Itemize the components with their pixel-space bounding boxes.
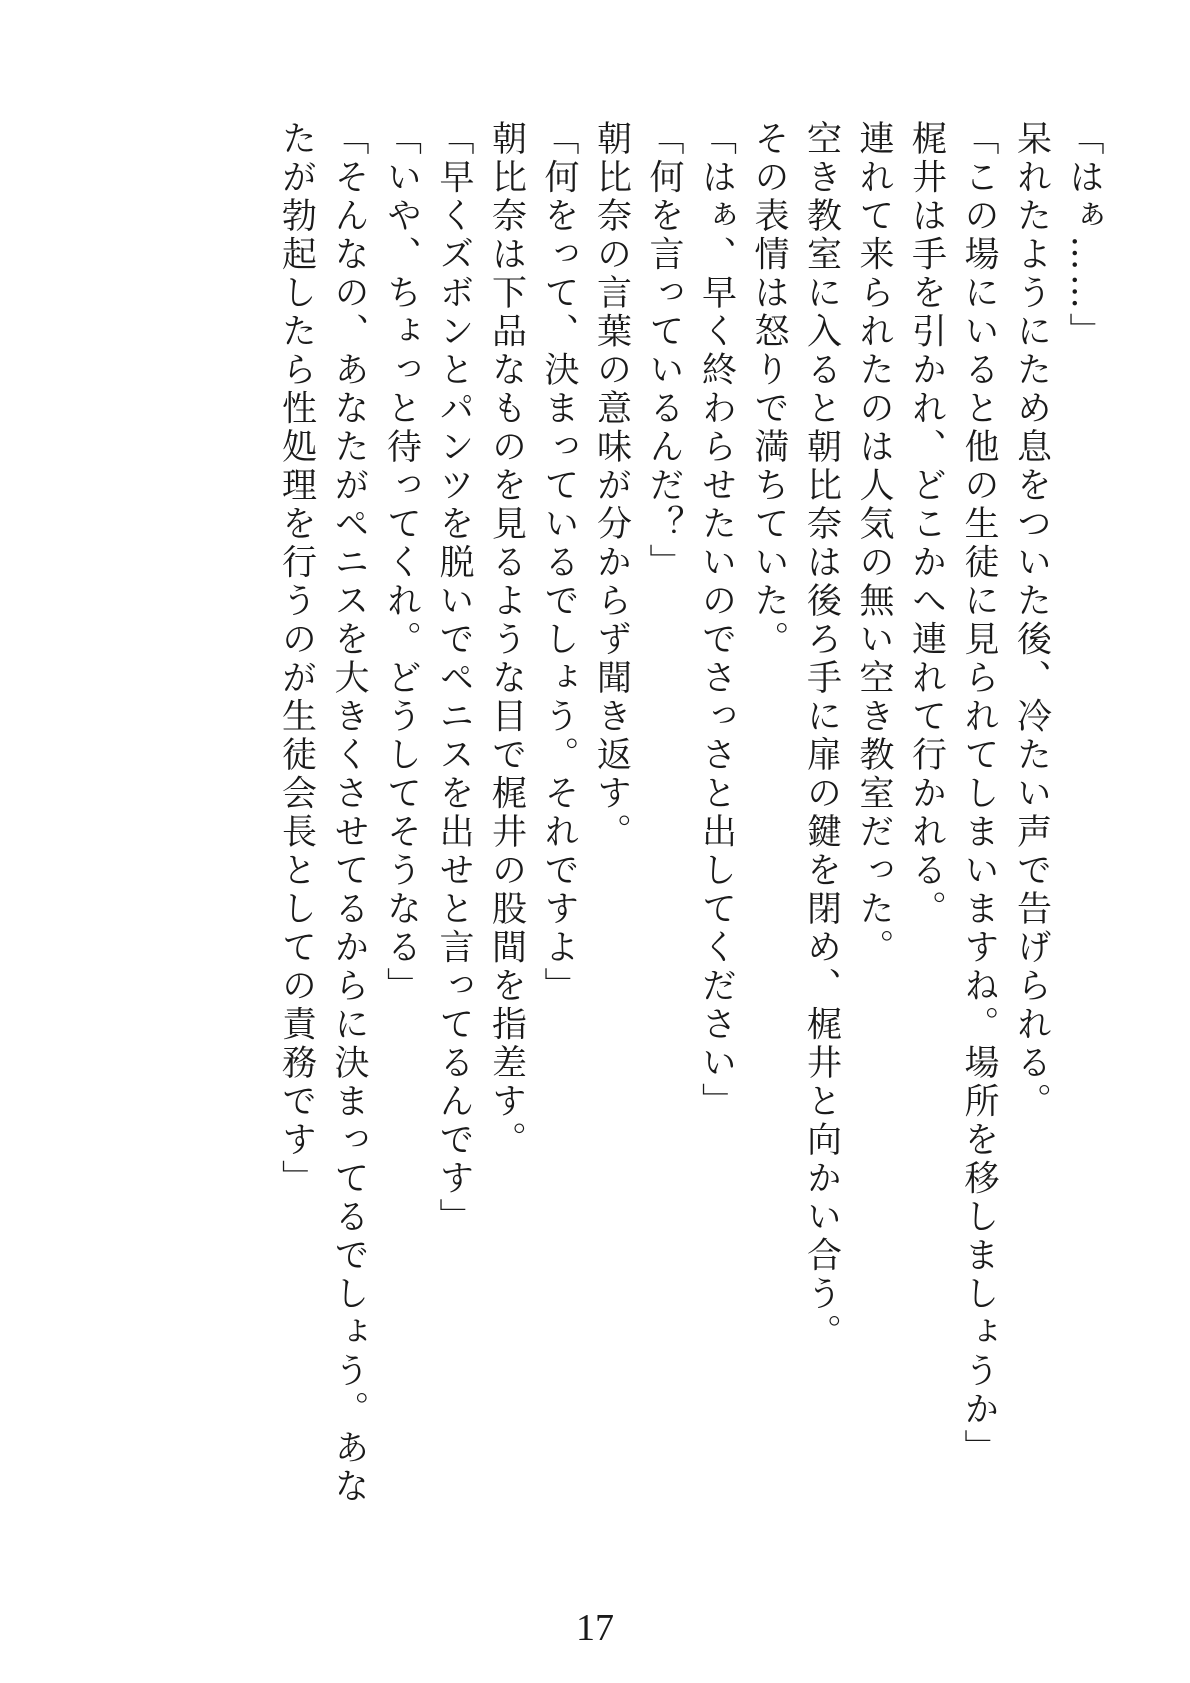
text-line-6: 空き教室に入ると朝比奈は後ろ手に扉の鍵を閉め、梶井と向かい合う。	[801, 120, 842, 1352]
text-line-15: 「そんなの、あなたがペニスを大きくさせてるからに決まってるでしょう。あな	[329, 120, 369, 1506]
text-line-2: 呆れたようにため息をついた後、冷たい声で告げられる。	[1011, 120, 1052, 1121]
text-line-3: 「この場にいると他の生徒に見られてしまいますね。場所を移しましょうか」	[959, 120, 999, 1468]
vertical-text-block	[80, 120, 1110, 1600]
text-line-14: 「いや、ちょっと待ってくれ。どうしてそうなる」	[381, 120, 422, 1006]
text-line-16: たが勃起したら性処理を行うのが生徒会長としての責務です」	[276, 120, 317, 1198]
text-line-5: 連れて来られたのは人気の無い空き教室だった。	[854, 120, 894, 967]
text-line-9: 「何を言っているんだ？」	[644, 120, 684, 582]
text-line-10: 朝比奈の言葉の意味が分からず聞き返す。	[591, 120, 632, 852]
text-line-11: 「何をって、決まっているでしょう。それですよ」	[539, 120, 579, 1006]
text-line-1: 「はぁ……」	[1064, 120, 1104, 351]
text-line-7: その表情は怒りで満ちていた。	[749, 120, 789, 659]
text-line-12: 朝比奈は下品なものを見るような目で梶井の股間を指差す。	[486, 120, 527, 1160]
text-line-8: 「はぁ、早く終わらせたいのでさっさと出してください」	[696, 120, 737, 1121]
text-line-13: 「早くズボンとパンツを脱いでペニスを出せと言ってるんです」	[434, 120, 474, 1237]
text-line-4: 梶井は手を引かれ、どこかへ連れて行かれる。	[906, 120, 947, 929]
page-number: 17	[576, 1607, 614, 1649]
